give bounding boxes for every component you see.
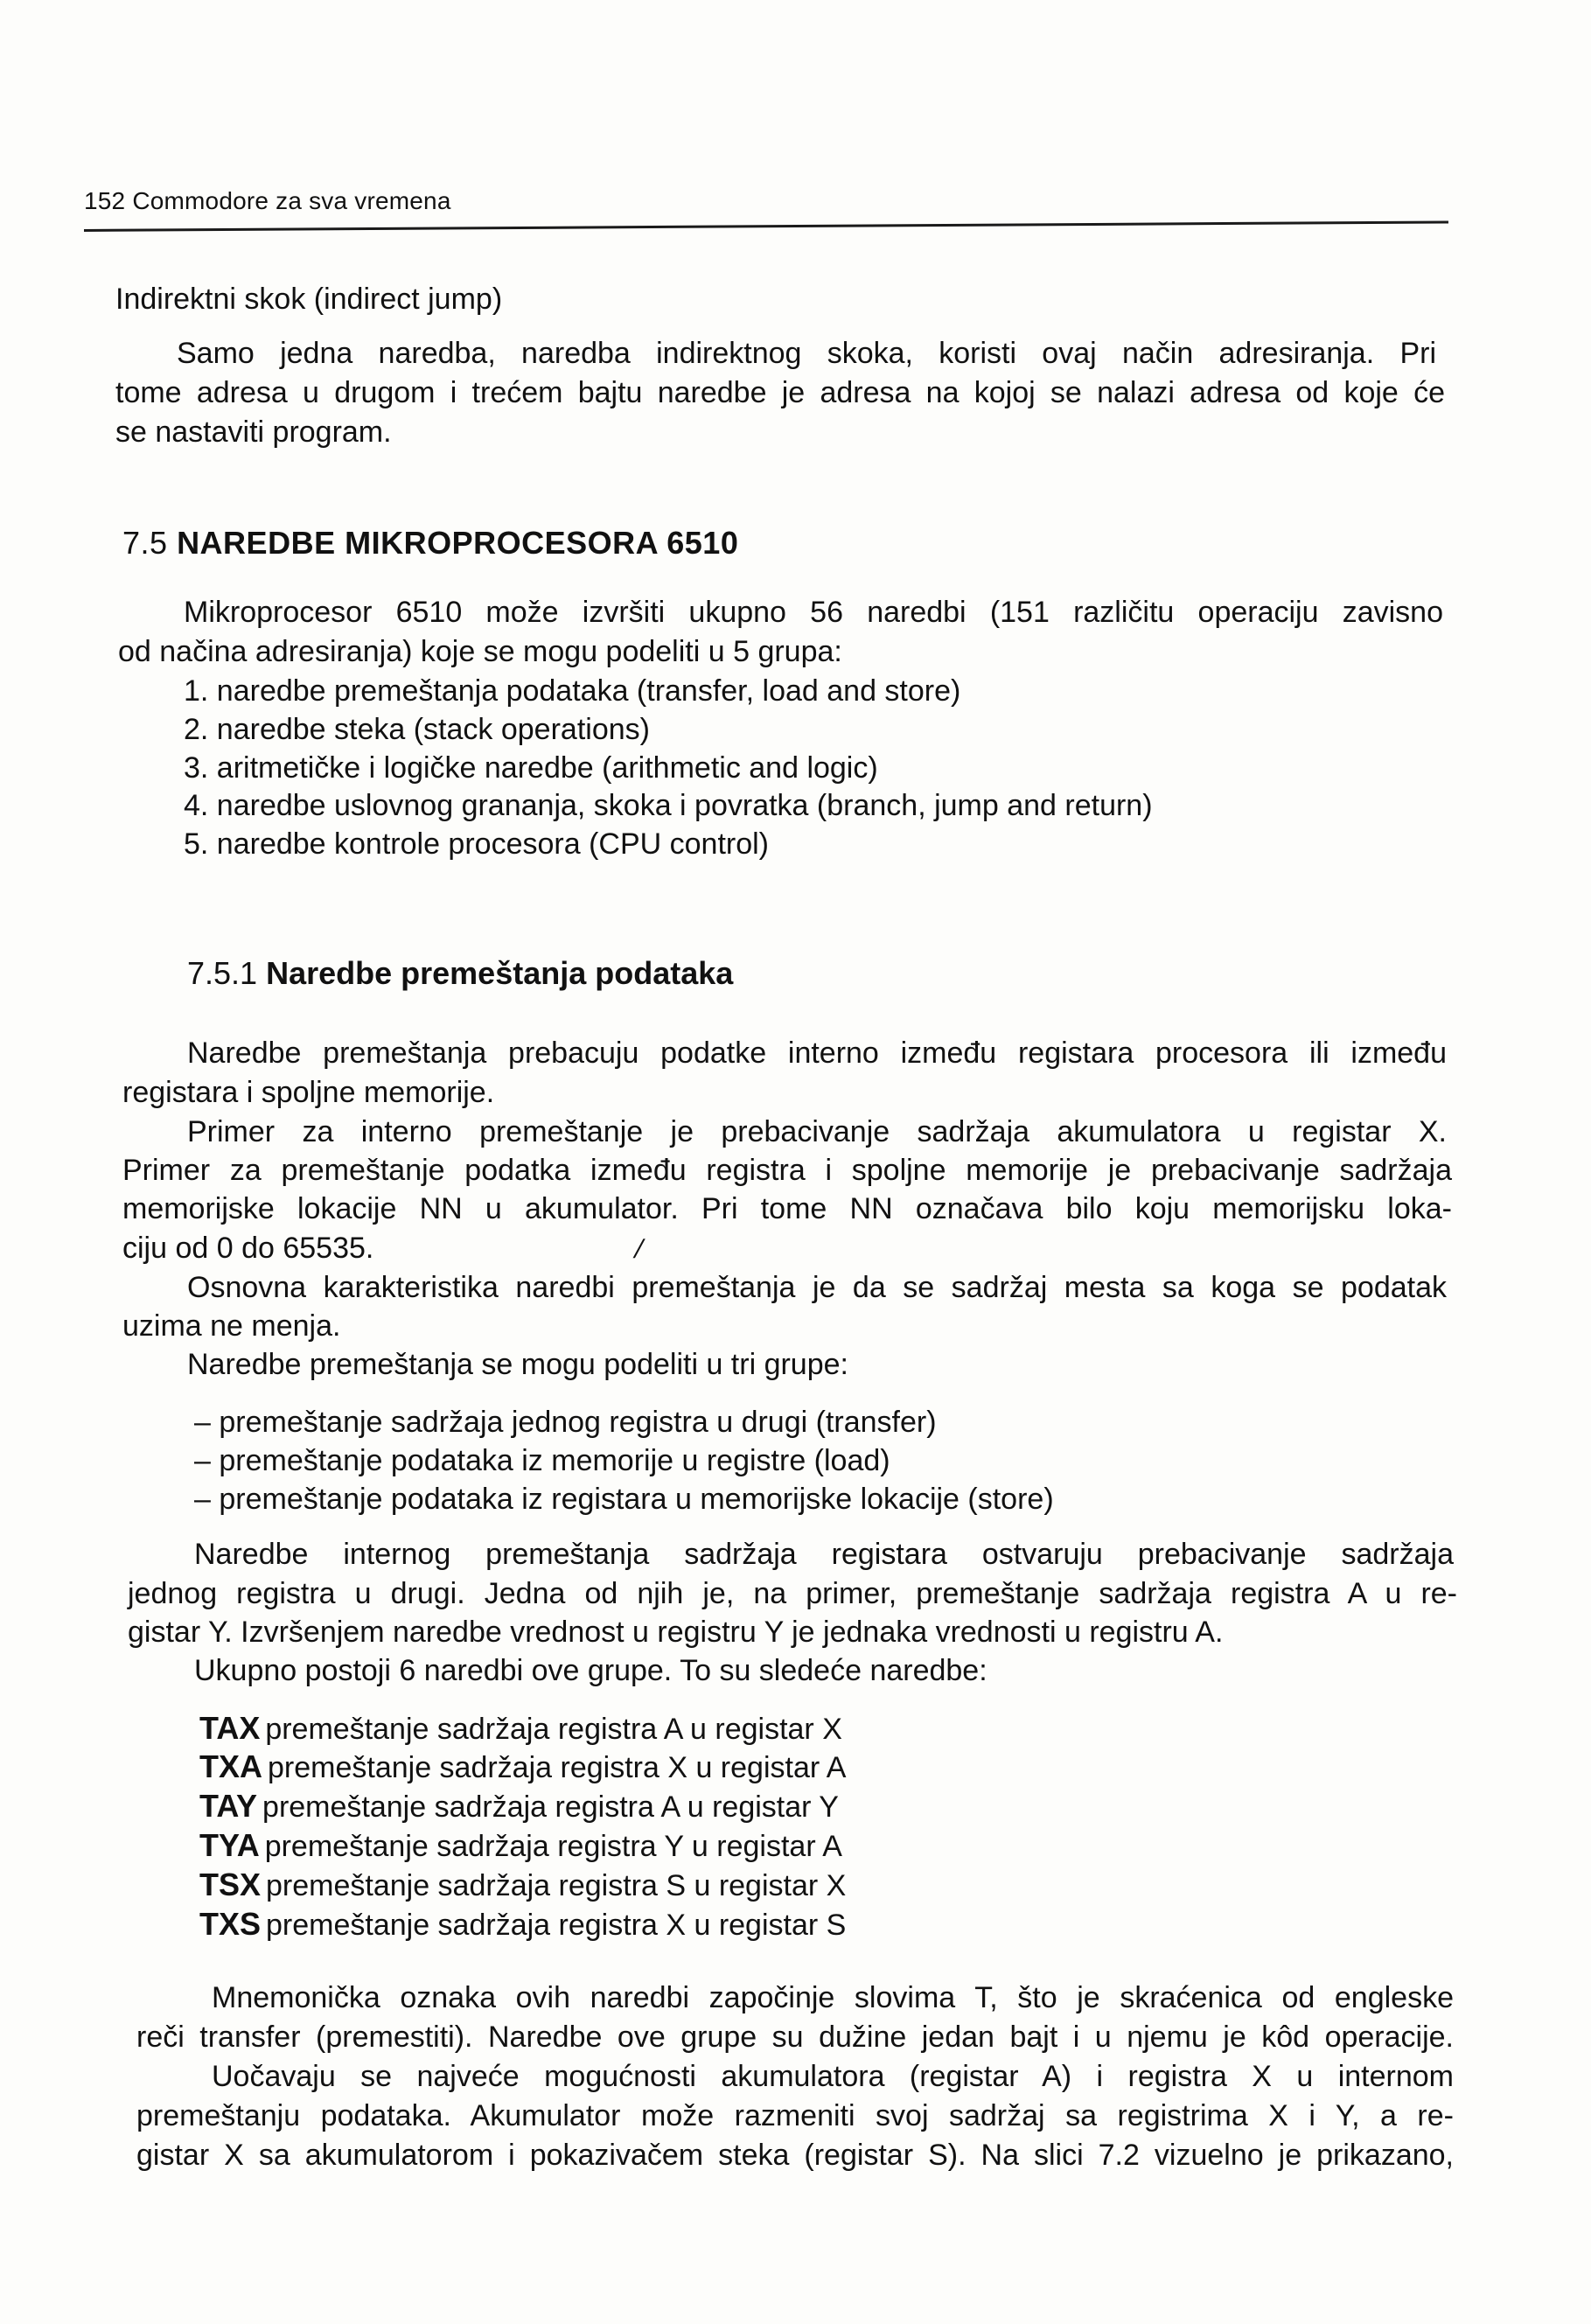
paragraph-line: registara i spoljne memorije. xyxy=(122,1076,495,1109)
instruction-description: premeštanje sadržaja registra X u registar S xyxy=(266,1909,847,1942)
paragraph-line: Naredbe internog premeštanja sadržaja registara ostvaruju prebacivanje sadržaja xyxy=(194,1538,1454,1571)
mnemonic: TYA xyxy=(199,1827,260,1863)
instruction-row xyxy=(199,1826,842,1866)
paragraph-line: Mikroprocesor 6510 može izvršiti ukupno 56 naredbi (151 različitu operaciju zavisno xyxy=(184,596,1443,629)
paragraph-line: jednog registra u drugi. Jedna od njih je, na primer, premeštanje sadržaja registra A u re- xyxy=(128,1577,1457,1610)
subsection-number: 7.5.1 xyxy=(187,955,258,991)
section-heading-7-5 xyxy=(122,525,738,562)
stray-pen-mark: / xyxy=(631,1235,646,1264)
paragraph-line: se nastaviti program. xyxy=(115,415,392,449)
paragraph-line: Mnemonička oznaka ovih naredbi započinje slovima T, što je skraćenica od engleske xyxy=(212,1981,1454,2014)
page-number: 152 xyxy=(84,187,126,214)
subsection-heading-7-5-1 xyxy=(187,955,733,992)
mnemonic: TAX xyxy=(199,1710,261,1746)
paragraph-line: Uočavaju se najveće mogućnosti akumulatora (registar A) i registra X u internom xyxy=(212,2060,1454,2093)
paragraph-line: gistar Y. Izvršenjem naredbe vrednost u registru Y je jednaka vrednosti u registru A. xyxy=(128,1616,1224,1649)
instruction-description: premeštanje sadržaja registra Y u registar A xyxy=(264,1830,842,1863)
mnemonic: TAY xyxy=(199,1788,258,1824)
section-number: 7.5 xyxy=(122,525,168,561)
subgroup-list-item: – premeštanje sadržaja jednog registra u drugi (transfer) xyxy=(194,1406,937,1439)
group-list-item: 1. naredbe premeštanja podataka (transfer, load and store) xyxy=(184,674,961,708)
instruction-description: premeštanje sadržaja registra S u registar X xyxy=(266,1869,847,1902)
group-list-item: 5. naredbe kontrole procesora (CPU control) xyxy=(184,827,769,861)
paragraph-line: memorijske lokacije NN u akumulator. Pri tome NN označava bilo koju memorijsku loka- xyxy=(122,1192,1452,1225)
mnemonic: TXA xyxy=(199,1748,262,1784)
section-title: NAREDBE MIKROPROCESORA 6510 xyxy=(177,525,739,561)
paragraph-line: ciju od 0 do 65535. xyxy=(122,1232,374,1265)
subgroup-list-item: – premeštanje podataka iz memorije u registre (load) xyxy=(194,1444,890,1477)
paragraph-line: Primer za interno premeštanje je prebacivanje sadržaja akumulatora u registar X. xyxy=(187,1115,1447,1148)
paragraph-line: Primer za premeštanje podatka između registra i spoljne memorije je prebacivanje sadržaja xyxy=(122,1154,1452,1187)
book-title: Commodore za sva vremena xyxy=(132,187,451,214)
header-rule xyxy=(84,220,1448,232)
instruction-description: premeštanje sadržaja registra A u registar Y xyxy=(262,1790,839,1824)
instruction-row xyxy=(199,1905,846,1944)
subheading-indirect-jump: Indirektni skok (indirect jump) xyxy=(115,283,503,316)
group-list-item: 3. aritmetičke i logičke naredbe (arithmetic and logic) xyxy=(184,751,878,785)
mnemonic: TSX xyxy=(199,1867,262,1902)
paragraph-line: tome adresa u drugom i trećem bajtu naredbe je adresa na kojoj se nalazi adresa od koje će xyxy=(115,376,1445,409)
instruction-row xyxy=(199,1866,846,1905)
paragraph-line: premeštanju podataka. Akumulator može razmeniti svoj sadržaj sa registrima X i Y, a re- xyxy=(136,2099,1454,2132)
instruction-row xyxy=(199,1709,842,1748)
instruction-description: premeštanje sadržaja registra X u registar A xyxy=(268,1751,847,1784)
mnemonic: TXS xyxy=(199,1906,262,1942)
running-head xyxy=(84,187,451,215)
paragraph-line: Naredbe premeštanja se mogu podeliti u tri grupe: xyxy=(187,1348,848,1381)
paragraph-line: Naredbe premeštanja prebacuju podatke interno između registara procesora ili između xyxy=(187,1036,1447,1070)
paragraph-line: gistar X sa akumulatorom i pokazivačem steka (registar S). Na slici 7.2 vizuelno je prikazano, xyxy=(136,2139,1454,2172)
instruction-description: premeštanje sadržaja registra A u registar X xyxy=(265,1713,842,1746)
paragraph-line: od načina adresiranja) koje se mogu podeliti u 5 grupa: xyxy=(118,635,842,668)
instruction-row xyxy=(199,1748,846,1787)
paragraph-line: reči transfer (premestiti). Naredbe ove grupe su dužine jedan bajt i u njemu je kôd operacije. xyxy=(136,2020,1454,2054)
instruction-row xyxy=(199,1787,839,1826)
paragraph-line: Samo jedna naredba, naredba indirektnog skoka, koristi ovaj način adresiranja. Pri xyxy=(177,337,1436,370)
paragraph-line: Osnovna karakteristika naredbi premeštanja je da se sadržaj mesta sa koga se podatak xyxy=(187,1271,1447,1304)
subsection-title: Naredbe premeštanja podataka xyxy=(266,955,734,991)
group-list-item: 4. naredbe uslovnog grananja, skoka i povratka (branch, jump and return) xyxy=(184,789,1153,822)
paragraph-line: Ukupno postoji 6 naredbi ove grupe. To su sledeće naredbe: xyxy=(194,1654,987,1687)
subgroup-list-item: – premeštanje podataka iz registara u memorijske lokacije (store) xyxy=(194,1483,1054,1516)
paragraph-line: uzima ne menja. xyxy=(122,1309,341,1343)
group-list-item: 2. naredbe steka (stack operations) xyxy=(184,713,650,746)
